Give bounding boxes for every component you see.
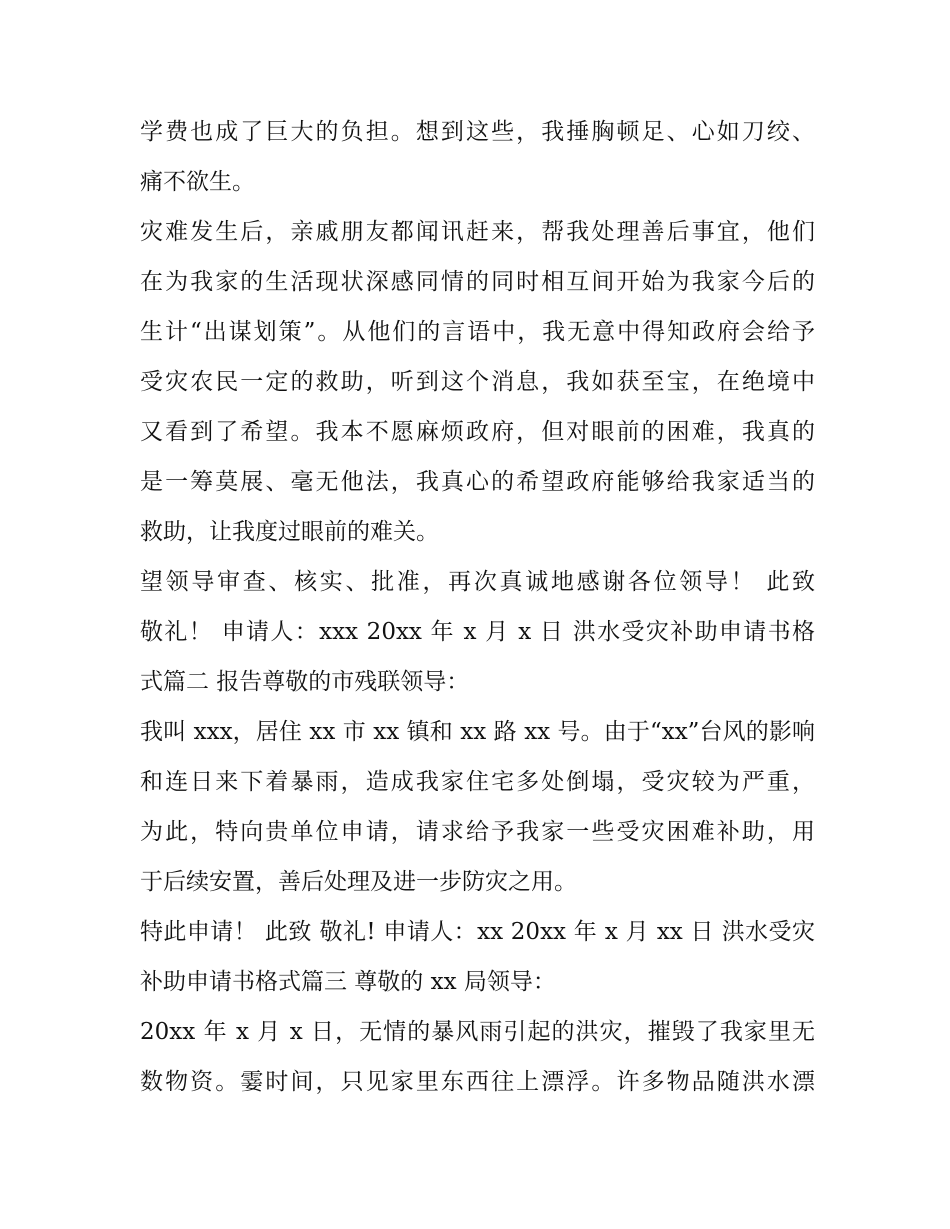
text-line: 数物资。霎时间，只见家里东西往上漂浮。许多物品随洪水漂 [140,1069,815,1095]
text-line: 20xx 年 x 月 x 日，无情的暴风雨引起的洪灾，摧毁了我家里无 [140,1019,815,1045]
text-line: 望领导审查、核实、批准，再次真诚地感谢各位领导！ 此致 [140,569,815,595]
text-line: 灾难发生后，亲戚朋友都闻讯赶来，帮我处理善后事宜，他们 [140,219,815,245]
text-line: 学费也成了巨大的负担。想到这些，我捶胸顿足、心如刀绞、 [140,119,815,145]
text-line: 于后续安置，善后处理及进一步防灾之用。 [140,869,577,895]
text-line: 补助申请书格式篇三 尊敬的 xx 局领导： [140,969,556,995]
text-line: 生计“出谋划策”。从他们的言语中，我无意中得知政府会给予 [140,319,815,345]
text-line: 在为我家的生活现状深感同情的同时相互间开始为我家今后的 [140,269,815,295]
text-line: 敬礼！ 申请人：xxx 20xx 年 x 月 x 日 洪水受灾补助申请书格 [140,619,815,645]
text-line: 我叫 xxx，居住 xx 市 xx 镇和 xx 路 xx 号。由于“xx”台风的影响 [140,719,815,745]
text-line: 特此申请！ 此致 敬礼! 申请人：xx 20xx 年 x 月 xx 日 洪水受灾 [140,919,815,945]
text-line: 是一筹莫展、毫无他法，我真心的希望政府能够给我家适当的 [140,469,815,495]
document-body [140,107,815,1107]
text-line: 式篇二 报告尊敬的市残联领导： [140,669,470,695]
text-line: 和连日来下着暴雨，造成我家住宅多处倒塌，受灾较为严重， [140,769,815,795]
text-line: 受灾农民一定的救助，听到这个消息，我如获至宝，在绝境中 [140,369,815,395]
text-line: 又看到了希望。我本不愿麻烦政府，但对眼前的困难，我真的 [140,419,815,445]
text-line: 救助，让我度过眼前的难关。 [140,519,439,545]
text-line: 为此，特向贵单位申请，请求给予我家一些受灾困难补助，用 [140,819,815,845]
text-line: 痛不欲生。 [140,169,255,195]
